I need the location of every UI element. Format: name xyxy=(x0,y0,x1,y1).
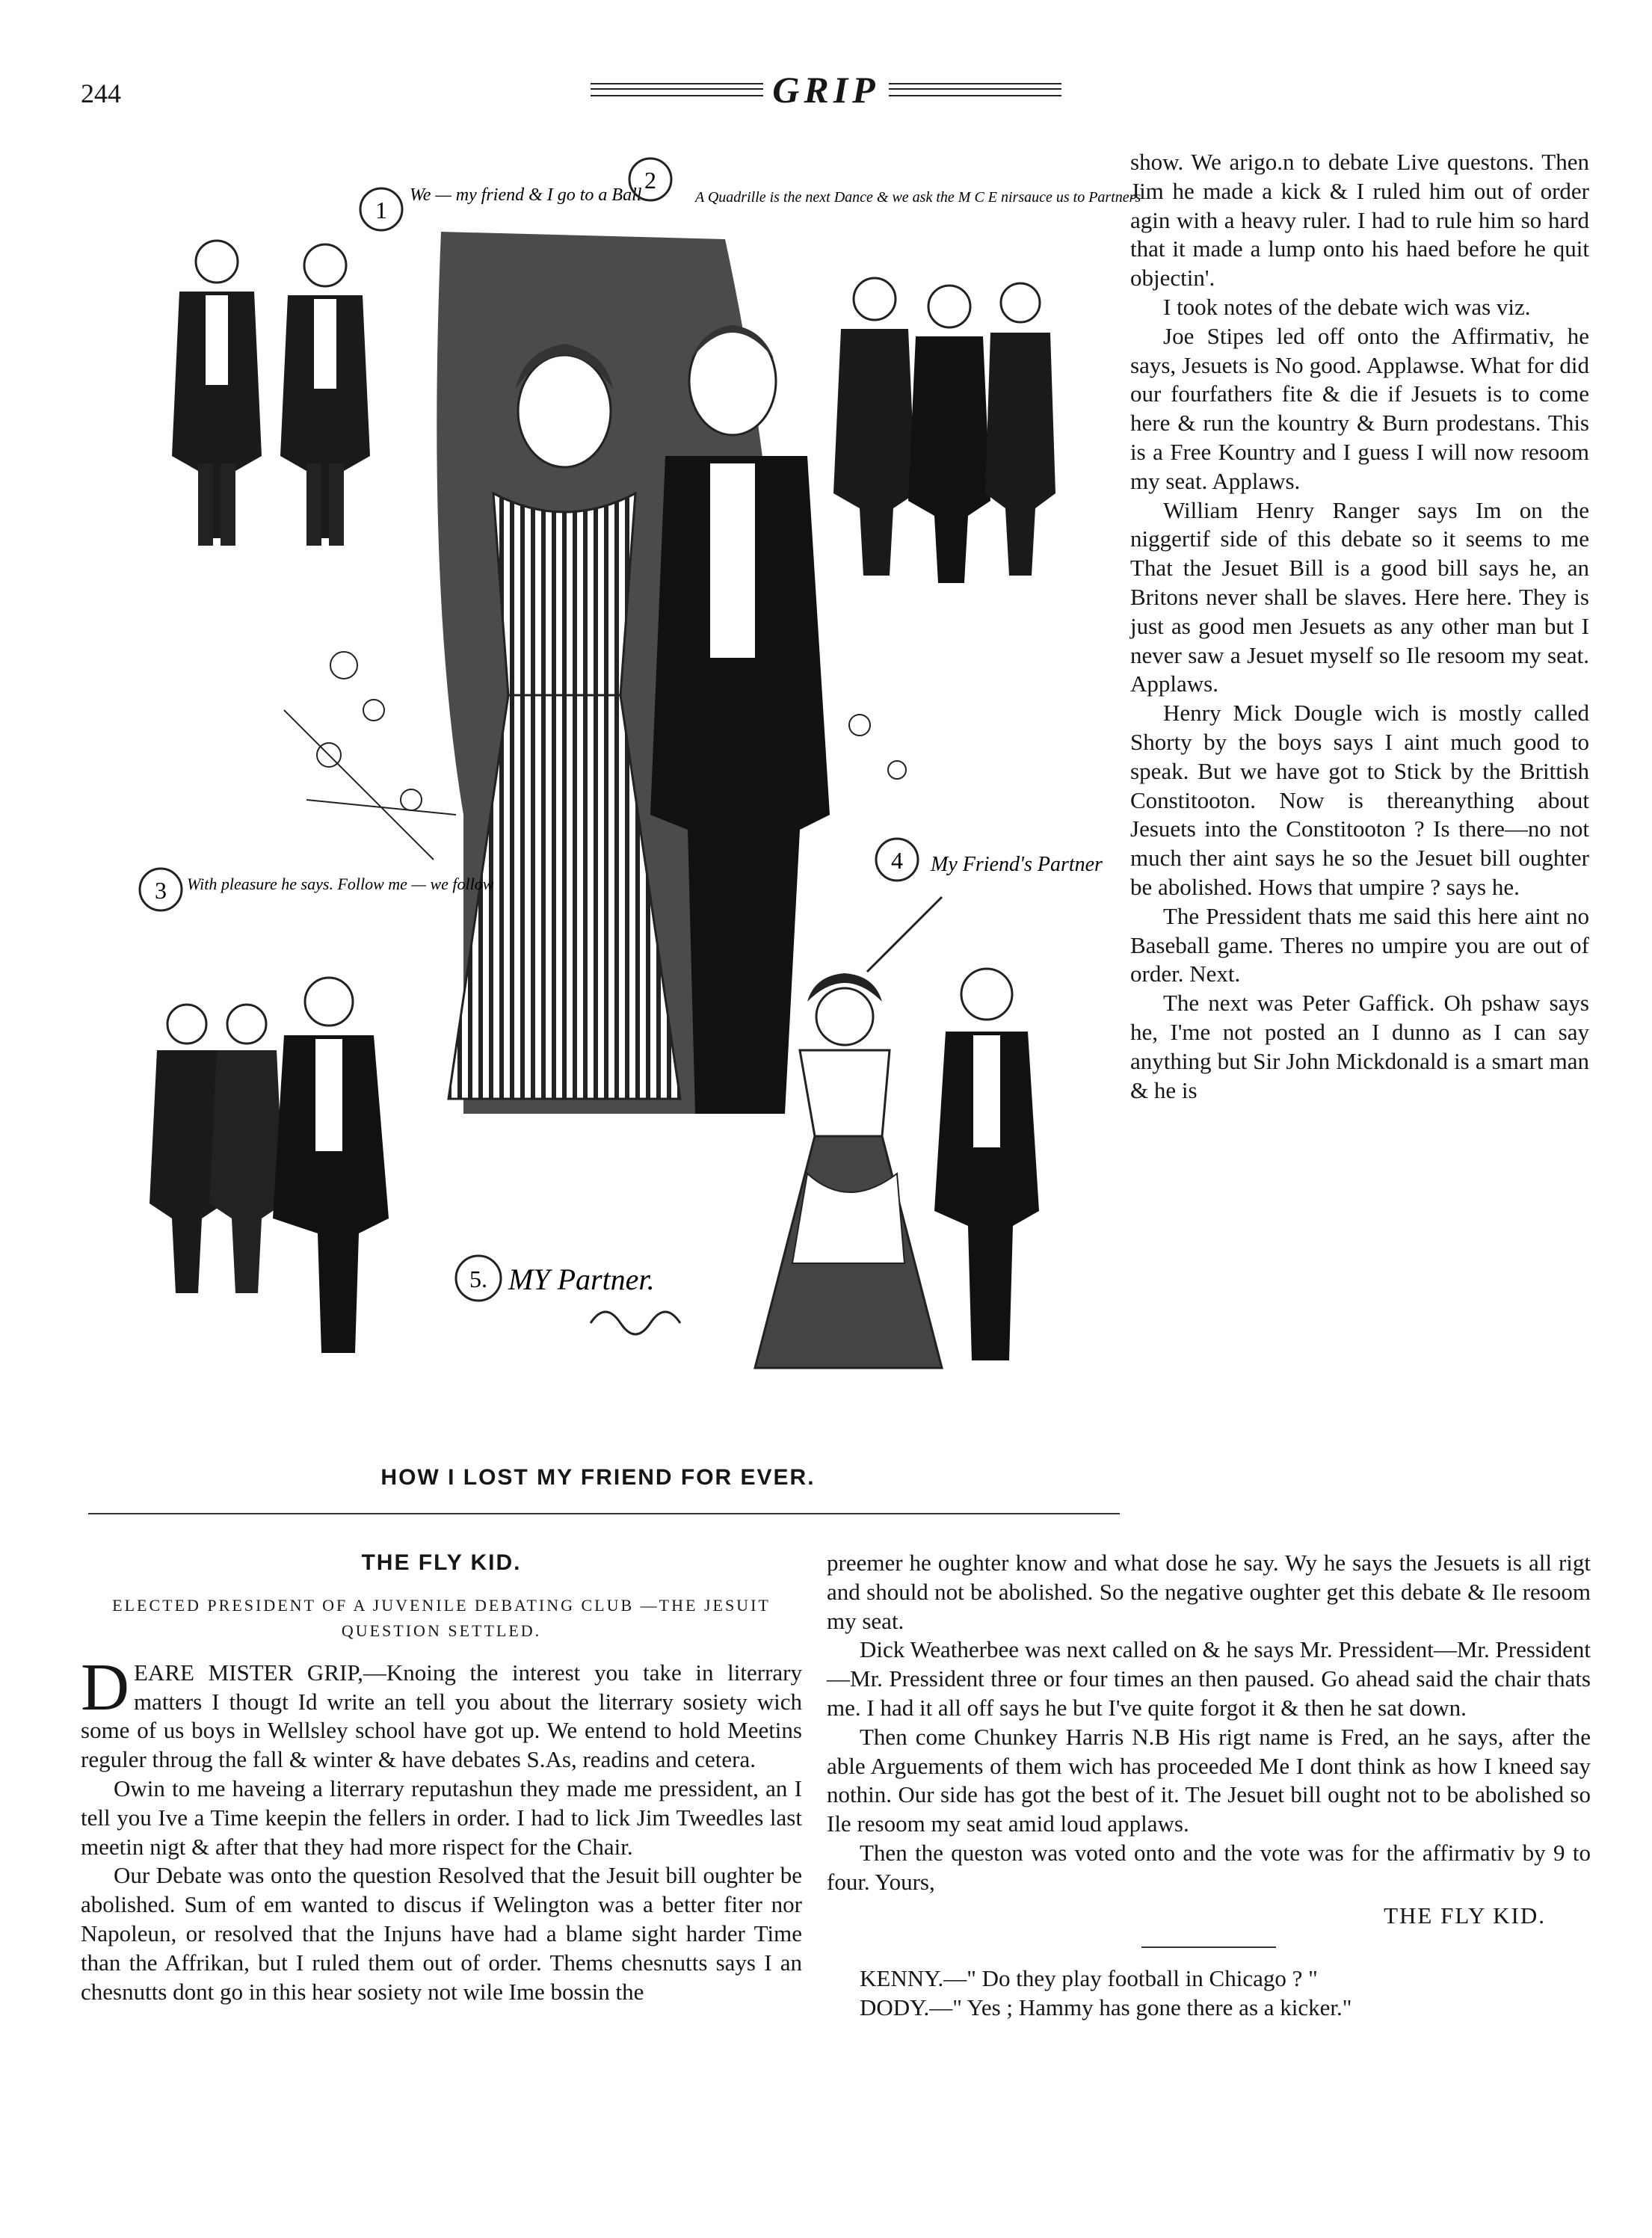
artist-signature xyxy=(591,1312,680,1334)
panel-3-figures xyxy=(140,869,494,1353)
right-paragraph: Joe Stipes led off onto the Affirmativ, he says, Jesuets is No good. Applawse. What for did our fourfathers fite & die if Jesuets is to come here & run the kountry & Burn prodestans. This is a Free Kountry and I guess I will now resoom my seat. Applaws. xyxy=(1130,322,1589,494)
continuation-column xyxy=(827,1549,1591,2023)
masthead-rule-right xyxy=(889,83,1061,96)
article-signature: THE FLY KID. xyxy=(1384,1902,1546,1929)
article-paragraph: DEARE MISTER GRIP,—Knoing the interest you take in literrary matters I thougt Id write an tell you about the literrary sosiety wich some of us boys in Wellsley school have got up. We entend to hold Meetins reguler throug the fall & winter & have debates S.As, readins and cetera. xyxy=(81,1650,802,1773)
article-subtitle: ELECTED PRESIDENT OF A JUVENILE DEBATING CLUB —THE JESUIT QUESTION SETTLED. xyxy=(112,1595,771,1640)
central-couple xyxy=(284,232,906,1114)
masthead xyxy=(591,69,1061,111)
illustration-caption: HOW I LOST MY FRIEND FOR EVER. xyxy=(380,1465,816,1490)
right-paragraph: show. We arigo.n to debate Live questons. Then Jim he made a kick & I ruled him out of order agin with a heavy ruler. I had to rule him so hard that it made a lump onto his haed before he quit objectin'. xyxy=(1130,149,1589,292)
joke-block xyxy=(827,1964,1591,2023)
masthead-rule-left xyxy=(591,83,763,96)
magazine-title: GRIP xyxy=(772,69,880,111)
svg-text:2: 2 xyxy=(644,167,656,194)
right-paragraph: The next was Peter Gaffick. Oh pshaw says he, I'me not posted an I dunno as I can say anything but Sir John Mickdonald is a smart man & he is xyxy=(1130,990,1589,1103)
svg-text:1: 1 xyxy=(375,197,387,224)
panel-4-label: My Friend's Partner xyxy=(931,853,1103,876)
panel-4-figures xyxy=(755,839,1103,1368)
continuation-paragraph: Then the queston was voted onto and the vote was for the affirmativ by 9 to four. Yours, xyxy=(827,1839,1591,1895)
right-paragraph: William Henry Ranger says Im on the niggertif side of this debate so it seems to me That the Jesuet Bill is a good bill says he, an Britons never shall be slaves. Here here. They is just as good men Jesuets as any other man but I never saw a Jesuet myself so Ile resoom my seat. Applaws. xyxy=(1130,496,1589,697)
joke-line: KENNY.—" Do they play football in Chicago ? " xyxy=(860,1965,1318,1992)
svg-text:3: 3 xyxy=(155,877,167,904)
svg-text:5.: 5. xyxy=(469,1266,487,1292)
article-paragraph: Our Debate was onto the question Resolved that the Jesuit bill oughter be abolished. Sum of em wanted to discus if Welington was a better fiter nor Napoleun, or resolved that the Injuns have had a blame sight harder Time than the Affrikan, but I ruled them out of order. Thems chesnutts says I an chesnutts dont go in this hear sosiety not wile Ime bossin the xyxy=(81,1862,802,2005)
cartoon-drawing xyxy=(112,142,1141,1458)
joke-line: DODY.—" Yes ; Hammy has gone there as a kicker." xyxy=(860,1994,1352,2021)
article-paragraph: Owin to me haveing a literrary reputashun they made me pressident, an I tell you Ive a Time keepin the fellers in order. I had to lick Jim Tweedles last meetin nigt & after that they had more rispect for the Chair. xyxy=(81,1775,802,1860)
right-paragraph: Henry Mick Dougle wich is mostly called Shorty by the boys says I aint much good to speak. But we have got to Stick by the Brittish Constitooton. Now is thereanything about Jesuets into the Constitooton ? Is there—no not much ther aint says he so the Jesuet bill oughter be abolished. Hows that umpire ? says he. xyxy=(1130,700,1589,900)
caption-rule xyxy=(88,1513,1120,1514)
right-paragraph: I took notes of the debate wich was viz. xyxy=(1163,293,1531,320)
panel-2-label: A Quadrille is the next Dance & we ask the M C E nirsauce us to Partners xyxy=(695,189,1141,206)
right-column xyxy=(1130,148,1589,1105)
cartoon-illustration xyxy=(112,142,1141,1458)
panel-1-label: We — my friend & I go to a Ball xyxy=(410,185,642,205)
panel-5-label: MY Partner. xyxy=(508,1263,655,1296)
right-paragraph: The Pressident thats me said this here aint no Baseball game. Theres no umpire you are out of order. Next. xyxy=(1130,902,1589,987)
continuation-paragraph: preemer he oughter know and what dose he say. Wy he says the Jesuets is all rigt and should not be abolished. So the negative oughter get this debate & Ile resoom my seat. xyxy=(827,1550,1591,1634)
continuation-paragraph: Then come Chunkey Harris N.B His rigt name is Fred, an he says, after the able Arguements of them wich has proceeded Me I dont think as how I kneed say nothin. Our side has got the best of it. The Jesuet bill ought not to be abolished so Ile resoom my seat amid loud applaws. xyxy=(827,1723,1591,1837)
article-title: THE FLY KID. xyxy=(361,1550,522,1575)
panel-5-label-group xyxy=(456,1256,655,1301)
panel-3-label: With pleasure he says. Follow me — we follow xyxy=(187,875,494,893)
continuation-paragraph: Dick Weatherbee was next called on & he says Mr. Pressident—Mr. Pressident—Mr. Pressident three or four times an then paused. Go ahead said the chair thats me. I had it all off says he but I've quite forgot it & then he sat down. xyxy=(827,1636,1591,1721)
svg-text:4: 4 xyxy=(891,847,903,874)
page-number: 244 xyxy=(81,78,121,108)
separator-rule xyxy=(1141,1946,1276,1948)
article-column xyxy=(81,1549,802,2006)
